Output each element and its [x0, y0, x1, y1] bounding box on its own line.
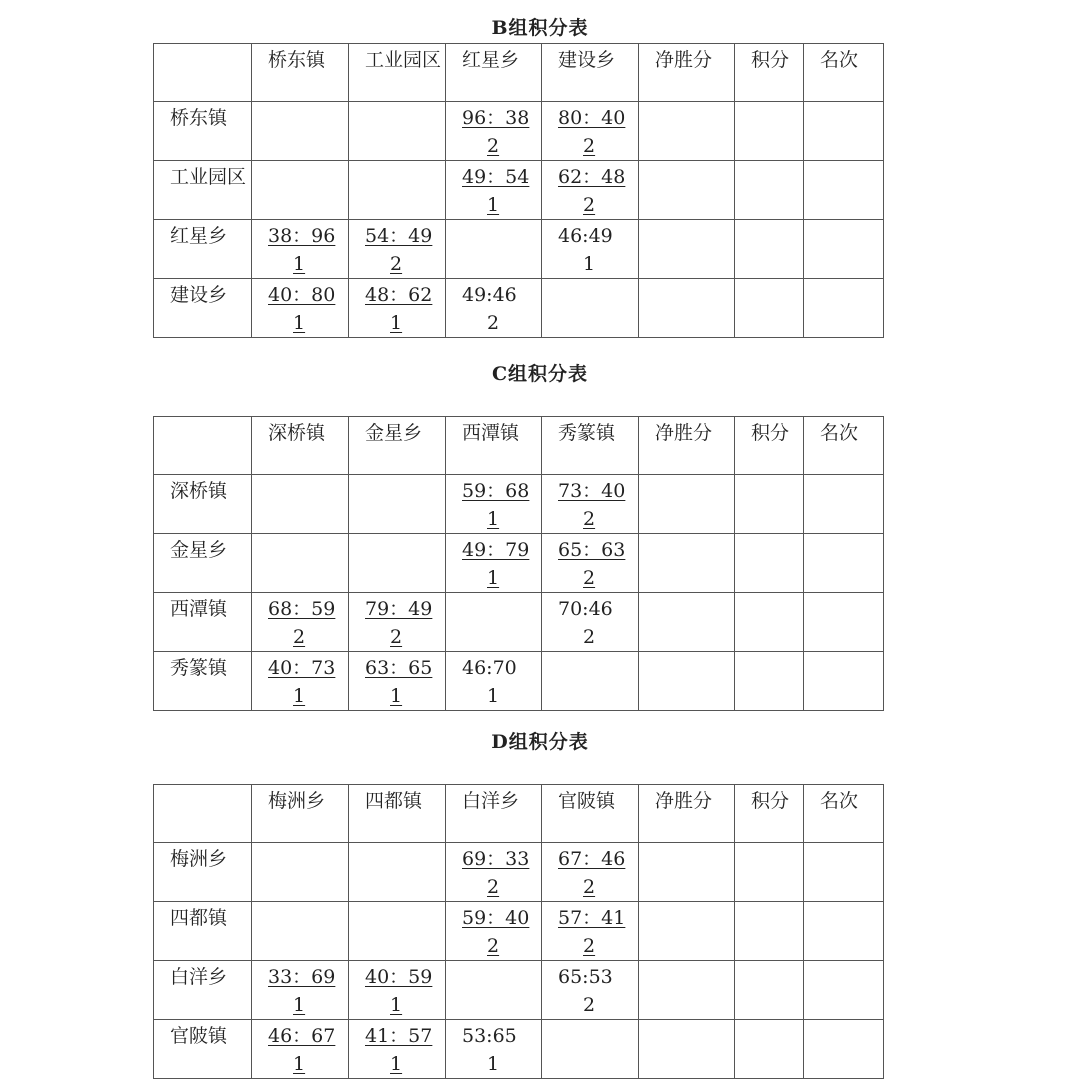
match-score: 49：79 — [462, 539, 530, 561]
match-points: 2 — [583, 935, 596, 957]
column-header — [542, 417, 639, 475]
match-cell — [542, 902, 639, 961]
table-row — [154, 961, 884, 1020]
match-score: 59：40 — [462, 907, 530, 929]
match-score: 70:46 — [558, 598, 613, 620]
match-score: 57：41 — [558, 907, 626, 929]
match-score: 62：48 — [558, 166, 626, 188]
column-header — [542, 44, 639, 102]
row-label-cell — [154, 652, 252, 711]
match-score: 79：49 — [365, 598, 433, 620]
corner-cell — [154, 785, 252, 843]
table-row — [154, 475, 884, 534]
table-title: D组积分表 — [491, 731, 589, 753]
row-label-cell — [154, 534, 252, 593]
match-points: 2 — [583, 508, 596, 530]
rank-cell — [804, 220, 884, 279]
column-header — [252, 417, 349, 475]
match-cell — [349, 593, 446, 652]
match-points: 1 — [583, 253, 596, 275]
column-header — [804, 44, 884, 102]
match-score: 59：68 — [462, 480, 530, 502]
net-points-cell — [639, 102, 735, 161]
table-row — [154, 593, 884, 652]
corner-cell — [154, 44, 252, 102]
match-cell — [252, 652, 349, 711]
match-cell — [446, 961, 542, 1020]
column-header-label: 四都镇 — [365, 790, 423, 812]
total-points-cell — [735, 1020, 804, 1079]
net-points-cell — [639, 593, 735, 652]
match-score: 40：59 — [365, 966, 433, 988]
column-header-label: 白洋乡 — [462, 790, 520, 812]
rank-cell — [804, 102, 884, 161]
total-points-cell — [735, 843, 804, 902]
header-row — [154, 785, 884, 843]
match-points: 2 — [583, 626, 596, 648]
match-cell — [542, 843, 639, 902]
net-points-cell — [639, 652, 735, 711]
match-points: 1 — [293, 1053, 306, 1075]
row-label: 西潭镇 — [170, 598, 228, 620]
match-points: 2 — [487, 876, 500, 898]
column-header-label: 积分 — [751, 49, 790, 71]
match-cell — [542, 161, 639, 220]
header-row — [154, 44, 884, 102]
row-label: 红星乡 — [170, 225, 228, 247]
row-label: 四都镇 — [170, 907, 228, 929]
match-score: 65：63 — [558, 539, 626, 561]
row-label: 工业园区 — [170, 166, 247, 188]
match-cell — [349, 652, 446, 711]
column-header — [252, 44, 349, 102]
match-cell — [542, 1020, 639, 1079]
match-score: 80：40 — [558, 107, 626, 129]
match-cell — [252, 961, 349, 1020]
match-points: 1 — [293, 253, 306, 275]
total-points-cell — [735, 961, 804, 1020]
row-label: 金星乡 — [170, 539, 228, 561]
match-cell — [349, 161, 446, 220]
match-cell — [446, 534, 542, 593]
row-label: 梅洲乡 — [170, 848, 228, 870]
match-score: 67：46 — [558, 848, 626, 870]
match-score: 46：67 — [268, 1025, 336, 1047]
match-points: 1 — [293, 685, 306, 707]
column-header-label: 净胜分 — [655, 49, 713, 71]
rank-cell — [804, 961, 884, 1020]
match-score: 46:70 — [462, 657, 517, 679]
rank-cell — [804, 534, 884, 593]
net-points-cell — [639, 161, 735, 220]
total-points-cell — [735, 475, 804, 534]
column-header — [804, 417, 884, 475]
match-points: 2 — [390, 253, 403, 275]
match-score: 63：65 — [365, 657, 433, 679]
match-score: 69：33 — [462, 848, 530, 870]
match-points: 1 — [390, 1053, 403, 1075]
column-header — [349, 785, 446, 843]
rank-cell — [804, 902, 884, 961]
match-points: 2 — [583, 567, 596, 589]
column-header-label: 积分 — [751, 422, 790, 444]
match-cell — [349, 220, 446, 279]
match-points: 1 — [293, 994, 306, 1016]
match-cell — [349, 102, 446, 161]
column-header-label: 金星乡 — [365, 422, 423, 444]
row-label-cell — [154, 220, 252, 279]
match-cell — [349, 475, 446, 534]
header-row — [154, 417, 884, 475]
row-label: 官陂镇 — [170, 1025, 228, 1047]
column-header — [252, 785, 349, 843]
column-header — [639, 44, 735, 102]
match-cell — [252, 1020, 349, 1079]
net-points-cell — [639, 961, 735, 1020]
match-points: 2 — [487, 312, 500, 334]
total-points-cell — [735, 279, 804, 338]
column-header — [542, 785, 639, 843]
match-score: 46:49 — [558, 225, 613, 247]
rank-cell — [804, 652, 884, 711]
match-cell — [252, 102, 349, 161]
match-cell — [252, 902, 349, 961]
match-cell — [349, 843, 446, 902]
match-cell — [542, 961, 639, 1020]
column-header — [446, 417, 542, 475]
match-score: 73：40 — [558, 480, 626, 502]
match-points: 1 — [390, 685, 403, 707]
rank-cell — [804, 279, 884, 338]
match-points: 2 — [487, 935, 500, 957]
match-cell — [446, 102, 542, 161]
match-cell — [252, 161, 349, 220]
row-label-cell — [154, 902, 252, 961]
match-points: 2 — [293, 626, 306, 648]
row-label: 白洋乡 — [170, 966, 228, 988]
column-header-label: 西潭镇 — [462, 422, 520, 444]
match-cell — [349, 534, 446, 593]
match-cell — [446, 220, 542, 279]
row-label: 深桥镇 — [170, 480, 228, 502]
net-points-cell — [639, 843, 735, 902]
match-points: 1 — [487, 194, 500, 216]
total-points-cell — [735, 534, 804, 593]
match-points: 1 — [487, 567, 500, 589]
match-cell — [252, 593, 349, 652]
match-cell — [446, 593, 542, 652]
match-points: 2 — [583, 876, 596, 898]
column-header — [735, 785, 804, 843]
match-score: 65:53 — [558, 966, 613, 988]
column-header-label: 深桥镇 — [268, 422, 326, 444]
table-row — [154, 1020, 884, 1079]
match-cell — [542, 593, 639, 652]
match-cell — [446, 161, 542, 220]
column-header — [735, 44, 804, 102]
row-label: 建设乡 — [170, 284, 228, 306]
match-score: 40：80 — [268, 284, 336, 306]
match-cell — [542, 652, 639, 711]
row-label-cell — [154, 161, 252, 220]
column-header — [639, 417, 735, 475]
table-row — [154, 279, 884, 338]
column-header-label — [154, 44, 251, 46]
match-cell — [349, 961, 446, 1020]
row-label-cell — [154, 593, 252, 652]
column-header-label: 名次 — [820, 790, 859, 812]
column-header — [735, 417, 804, 475]
match-cell — [252, 843, 349, 902]
match-score: 54：49 — [365, 225, 433, 247]
match-score: 41：57 — [365, 1025, 433, 1047]
total-points-cell — [735, 102, 804, 161]
match-points: 1 — [390, 994, 403, 1016]
row-label-cell — [154, 961, 252, 1020]
row-label-cell — [154, 102, 252, 161]
table-row — [154, 843, 884, 902]
net-points-cell — [639, 279, 735, 338]
total-points-cell — [735, 161, 804, 220]
net-points-cell — [639, 534, 735, 593]
total-points-cell — [735, 593, 804, 652]
match-points: 2 — [390, 626, 403, 648]
column-header-label — [154, 417, 251, 419]
match-cell — [542, 102, 639, 161]
column-header — [349, 44, 446, 102]
table-row — [154, 652, 884, 711]
rank-cell — [804, 593, 884, 652]
column-header — [446, 785, 542, 843]
column-header-label: 梅洲乡 — [268, 790, 326, 812]
rank-cell — [804, 1020, 884, 1079]
match-cell — [252, 279, 349, 338]
column-header-label: 净胜分 — [655, 422, 713, 444]
table-row — [154, 902, 884, 961]
net-points-cell — [639, 220, 735, 279]
match-score: 49:46 — [462, 284, 517, 306]
column-header-label: 工业园区 — [365, 49, 442, 71]
match-score: 48：62 — [365, 284, 433, 306]
row-label-cell — [154, 843, 252, 902]
match-score: 53:65 — [462, 1025, 517, 1047]
match-cell — [349, 902, 446, 961]
row-label-cell — [154, 1020, 252, 1079]
match-cell — [446, 1020, 542, 1079]
match-cell — [542, 220, 639, 279]
match-cell — [252, 220, 349, 279]
column-header-label — [154, 785, 251, 787]
score-table — [153, 43, 884, 338]
total-points-cell — [735, 652, 804, 711]
table-row — [154, 102, 884, 161]
column-header-label: 红星乡 — [462, 49, 520, 71]
row-label-cell — [154, 279, 252, 338]
match-points: 2 — [487, 135, 500, 157]
column-header-label: 净胜分 — [655, 790, 713, 812]
net-points-cell — [639, 475, 735, 534]
column-header-label: 名次 — [820, 49, 859, 71]
rank-cell — [804, 843, 884, 902]
table-row — [154, 534, 884, 593]
match-score: 33：69 — [268, 966, 336, 988]
match-points: 2 — [583, 994, 596, 1016]
score-table — [153, 784, 884, 1079]
table-title: B组积分表 — [491, 17, 589, 39]
match-points: 1 — [487, 1053, 500, 1075]
net-points-cell — [639, 1020, 735, 1079]
row-label: 秀篆镇 — [170, 657, 228, 679]
match-points: 1 — [293, 312, 306, 334]
match-points: 1 — [487, 685, 500, 707]
table-row — [154, 220, 884, 279]
row-label: 桥东镇 — [170, 107, 228, 129]
corner-cell — [154, 417, 252, 475]
total-points-cell — [735, 902, 804, 961]
table-row — [154, 161, 884, 220]
rank-cell — [804, 475, 884, 534]
match-score: 96：38 — [462, 107, 530, 129]
match-cell — [446, 843, 542, 902]
match-points: 1 — [487, 508, 500, 530]
column-header-label: 官陂镇 — [558, 790, 616, 812]
net-points-cell — [639, 902, 735, 961]
total-points-cell — [735, 220, 804, 279]
column-header — [349, 417, 446, 475]
match-score: 40：73 — [268, 657, 336, 679]
match-cell — [446, 279, 542, 338]
match-score: 49：54 — [462, 166, 530, 188]
column-header — [446, 44, 542, 102]
match-cell — [252, 534, 349, 593]
match-cell — [349, 279, 446, 338]
column-header — [804, 785, 884, 843]
match-score: 68：59 — [268, 598, 336, 620]
score-table — [153, 416, 884, 711]
table-title: C组积分表 — [491, 363, 589, 385]
match-cell — [446, 652, 542, 711]
match-cell — [542, 534, 639, 593]
column-header-label: 名次 — [820, 422, 859, 444]
row-label-cell — [154, 475, 252, 534]
match-score: 38：96 — [268, 225, 336, 247]
column-header — [639, 785, 735, 843]
column-header-label: 桥东镇 — [268, 49, 326, 71]
match-points: 2 — [583, 194, 596, 216]
column-header-label: 积分 — [751, 790, 790, 812]
rank-cell — [804, 161, 884, 220]
match-cell — [446, 902, 542, 961]
match-points: 1 — [390, 312, 403, 334]
match-cell — [252, 475, 349, 534]
column-header-label: 秀篆镇 — [558, 422, 616, 444]
match-cell — [349, 1020, 446, 1079]
match-cell — [542, 279, 639, 338]
match-cell — [446, 475, 542, 534]
match-points: 2 — [583, 135, 596, 157]
match-cell — [542, 475, 639, 534]
column-header-label: 建设乡 — [558, 49, 616, 71]
